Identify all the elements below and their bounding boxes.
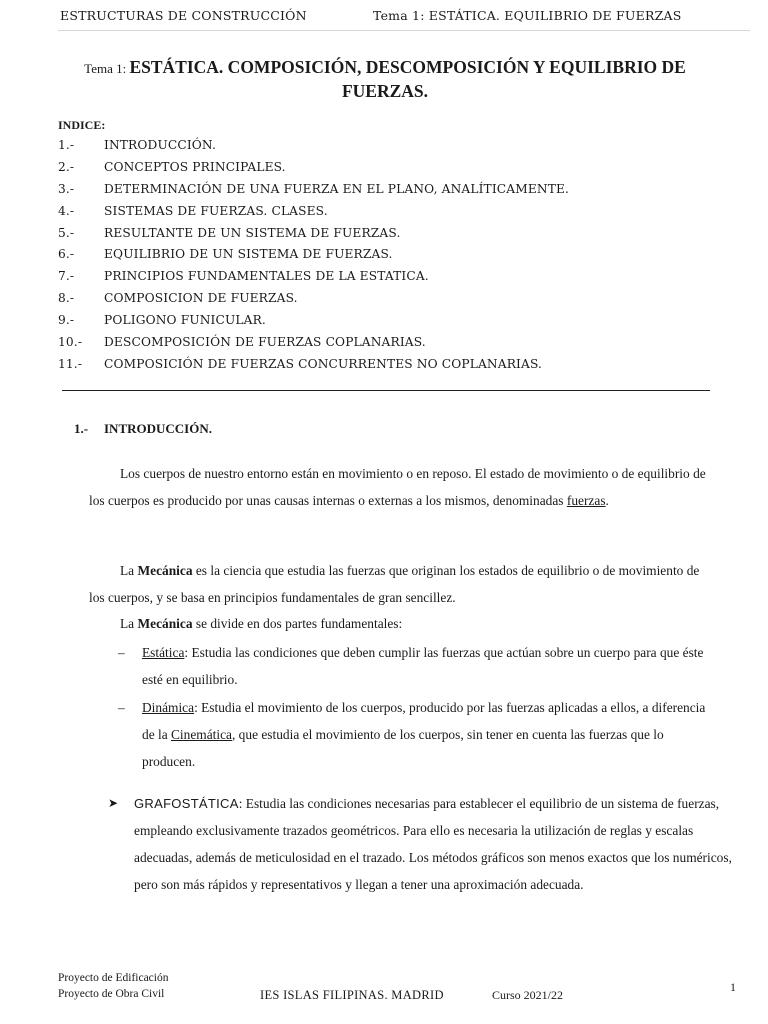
dinamica-definition-a: : Estudia el movimiento de los cuerpos, producido por las fuerzas aplicadas a ellos, a diferencia de la bbox=[142, 700, 706, 742]
index-item-number: 8.- bbox=[58, 291, 75, 306]
index-item bbox=[58, 226, 718, 248]
section-title-text: INTRODUCCIÓN. bbox=[104, 421, 212, 436]
term-estatica: Estática bbox=[142, 645, 185, 660]
footer-course: Curso 2021/22 bbox=[492, 988, 564, 1002]
index-divider bbox=[62, 390, 710, 391]
dash-bullet: – bbox=[118, 645, 125, 660]
index-item-number: 10.- bbox=[58, 335, 83, 350]
paragraph-mecanica-text: es la ciencia que estudia las fuerzas que originan los estados de equilibrio o de movimiento de los cuerpos, y se basa en principios fundamentales de gran sencillez. bbox=[89, 563, 700, 605]
title-main-line1: ESTÁTICA. COMPOSICIÓN, DESCOMPOSICIÓN Y EQUILIBRIO DE bbox=[129, 57, 686, 77]
list-item-dinamica bbox=[118, 694, 708, 775]
term-grafostatica: GRAFOSTÁTICA bbox=[134, 796, 239, 811]
index-item bbox=[58, 269, 718, 291]
index-list bbox=[58, 138, 718, 379]
index-item-text: INTRODUCCIÓN. bbox=[104, 138, 216, 152]
index-item-text: CONCEPTOS PRINCIPALES. bbox=[104, 159, 286, 174]
index-item bbox=[58, 357, 718, 379]
index-item-text: DETERMINACIÓN DE UNA FUERZA EN EL PLANO, ANALÍTICAMENTE. bbox=[104, 181, 570, 196]
paragraph-intro bbox=[89, 460, 709, 514]
index-item-text: COMPOSICION DE FUERZAS. bbox=[104, 291, 298, 306]
index-item-number: 2.- bbox=[58, 159, 75, 174]
term-dinamica: Dinámica bbox=[142, 700, 195, 715]
section-number: 1.- bbox=[74, 421, 89, 436]
paragraph-mecanica bbox=[89, 557, 709, 611]
index-item-text: EQUILIBRIO DE UN SISTEMA DE FUERZAS. bbox=[104, 247, 393, 262]
title-prefix: Tema 1: bbox=[84, 61, 130, 76]
index-item-number: 9.- bbox=[58, 313, 75, 328]
index-item-text: RESULTANTE DE UN SISTEMA DE FUERZAS. bbox=[104, 225, 401, 240]
index-item bbox=[58, 182, 718, 204]
index-item-text: DESCOMPOSICIÓN DE FUERZAS COPLANARIAS. bbox=[104, 335, 426, 350]
index-item bbox=[58, 204, 718, 226]
dinamica-definition-b: , que estudia el movimiento de los cuerpos, sin tener en cuenta las fuerzas que lo producen. bbox=[142, 727, 664, 769]
index-item bbox=[58, 335, 718, 357]
footer-program-1: Proyecto de Edificación bbox=[58, 972, 169, 984]
page-header bbox=[60, 6, 738, 30]
dash-bullet: – bbox=[118, 700, 125, 715]
index-item-number: 1.- bbox=[58, 138, 75, 152]
index-item-text: SISTEMAS DE FUERZAS. CLASES. bbox=[104, 203, 328, 218]
header-topic: Tema 1: ESTÁTICA. EQUILIBRIO DE FUERZAS bbox=[373, 8, 682, 23]
header-divider bbox=[58, 30, 750, 31]
paragraph-division-start: La bbox=[120, 616, 138, 631]
term-cinematica: Cinemática bbox=[171, 727, 232, 742]
title-main-line2: FUERZAS. bbox=[341, 81, 429, 101]
index-item-text: COMPOSICIÓN DE FUERZAS CONCURRENTES NO COPLANARIAS. bbox=[104, 356, 543, 371]
footer-program-2: Proyecto de Obra Civil bbox=[58, 988, 165, 1000]
index-item-number: 5.- bbox=[58, 225, 75, 240]
list-item-estatica bbox=[118, 639, 708, 693]
index-item-text: POLIGONO FUNICULAR. bbox=[104, 313, 266, 328]
estatica-definition: : Estudia las condiciones que deben cumplir las fuerzas que actúan sobre un cuerpo para que éste esté en equilibrio. bbox=[142, 645, 704, 687]
index-item bbox=[58, 160, 718, 182]
paragraph-division-text: se divide en dos partes fundamentales: bbox=[192, 616, 403, 631]
section-heading bbox=[74, 421, 212, 437]
index-item-number: 11.- bbox=[58, 356, 83, 371]
paragraph-intro-end: . bbox=[605, 493, 609, 508]
index-item-text: PRINCIPIOS FUNDAMENTALES DE LA ESTATICA. bbox=[104, 269, 429, 284]
term-fuerzas: fuerzas bbox=[566, 493, 606, 508]
arrow-bullet-icon: ➤ bbox=[108, 796, 119, 810]
index-item bbox=[58, 313, 718, 335]
index-item bbox=[58, 138, 718, 160]
index-label: INDICE: bbox=[58, 118, 106, 132]
term-mecanica-2: Mecánica bbox=[137, 616, 193, 631]
paragraph-mecanica-start: La bbox=[120, 563, 138, 578]
paragraph-division bbox=[89, 610, 709, 637]
index-item-number: 6.- bbox=[58, 247, 75, 262]
term-mecanica: Mecánica bbox=[137, 563, 193, 578]
paragraph-intro-text: Los cuerpos de nuestro entorno están en movimiento o en reposo. El estado de movimiento o de equilibrio de los cuerpos es producido por unas causas internas o externas a los mismos, denominadas bbox=[89, 466, 706, 508]
index-item bbox=[58, 291, 718, 313]
header-course-name: ESTRUCTURAS DE CONSTRUCCIÓN bbox=[60, 8, 307, 23]
index-item-number: 3.- bbox=[58, 181, 75, 196]
index-item-number: 7.- bbox=[58, 269, 75, 284]
list-item-grafostatica bbox=[108, 790, 734, 898]
index-item bbox=[58, 247, 718, 269]
page-number: 1 bbox=[730, 980, 736, 994]
grafostatica-definition: : Estudia las condiciones necesarias para establecer el equilibrio de un sistema de fuerzas, empleando exclusivamente trazados geométricos. Para ello es necesaria la utilización de reglas y escalas adecuadas, además de meticulosidad en el trazado. Los métodos gráficos son menos exactos que los numéricos, pero son más rápidos y representativos y llegan a tener una aproximación adecuada. bbox=[134, 796, 732, 892]
document-title bbox=[60, 56, 710, 104]
footer-school: IES ISLAS FILIPINAS. MADRID bbox=[260, 988, 444, 1002]
index-item-number: 4.- bbox=[58, 203, 75, 218]
